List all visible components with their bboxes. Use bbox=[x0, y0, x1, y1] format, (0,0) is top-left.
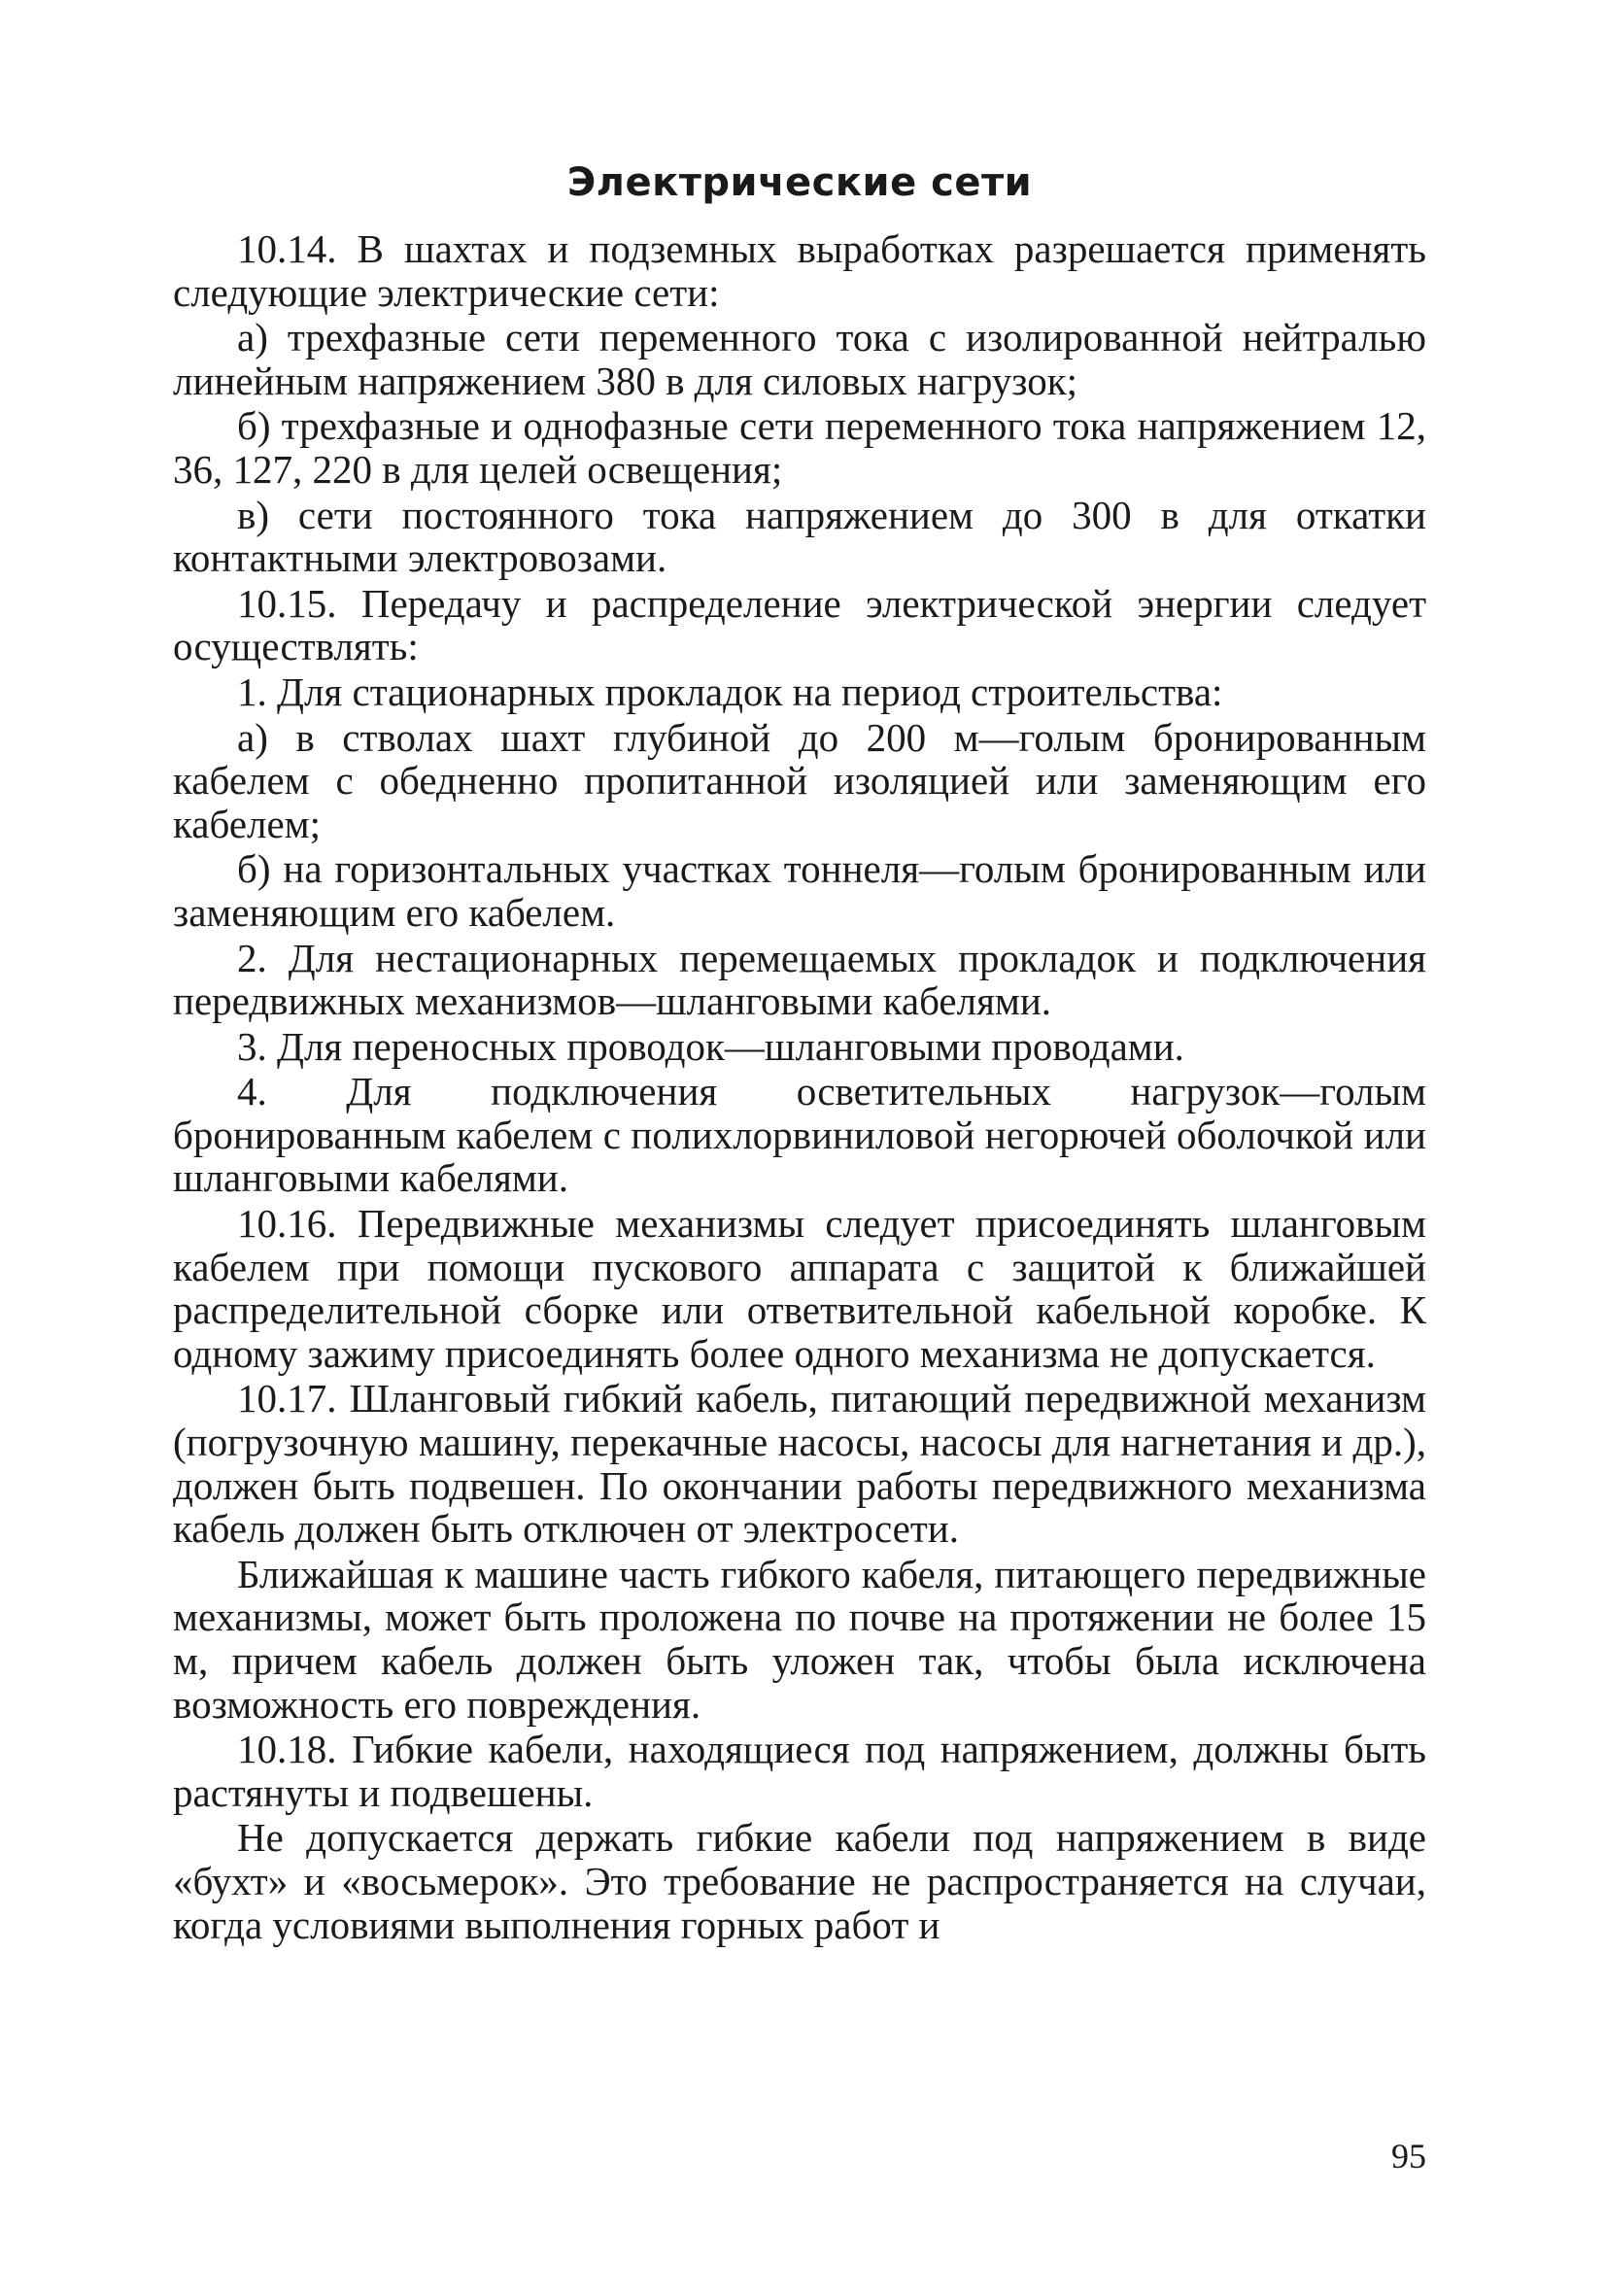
list-item-1-stationary: 1. Для стационарных прокладок на период строительства: bbox=[237, 668, 1223, 714]
paragraph-nearest-cable-part: Ближайшая к машине часть гибкого кабеля, питающего передвижные механизмы, может быть проложена по почве на протяжении не более 15 м, причем кабель должен быть уложен так, чтобы была исключена возможность его повреждения. bbox=[173, 1551, 1426, 1727]
paragraph-10-14: 10.14. В шахтах и подземных выработках разрешается применять следующие электрические сети: bbox=[173, 226, 1426, 315]
list-item-b-tunnel: б) на горизонтальных участках тоннеля—голым бронированным или заменяющим его кабелем. bbox=[173, 846, 1426, 935]
list-item-4-lighting-loads: 4. Для подключения осветительных нагрузок—голым бронированным кабелем с полихлорвиниловой негорючей оболочкой или шланговыми кабелями. bbox=[173, 1069, 1426, 1201]
section-title: Электрические сети bbox=[566, 160, 1033, 205]
paragraph-10-15: 10.15. Передачу и распределение электрической энергии следует осуществлять: bbox=[173, 580, 1426, 669]
list-item-a-three-phase: а) трехфазные сети переменного тока с изолированной нейтралью линейным напряжением 380 в для силовых нагрузок; bbox=[173, 315, 1426, 403]
list-item-3-portable: 3. Для переносных проводок—шланговыми проводами. bbox=[237, 1023, 1184, 1069]
list-item-v-direct-current: в) сети постоянного тока напряжением до 300 в для откатки контактными электровозами. bbox=[173, 492, 1426, 581]
list-item-a-shafts: а) в стволах шахт глубиной до 200 м—голым бронированным кабелем с обедненно пропитанной изоляцией или заменяющим его кабелем; bbox=[173, 714, 1426, 846]
paragraph-coils-prohibition: Не допускается держать гибкие кабели под напряжением в виде «бухт» и «восьмерок». Это требование не распространяется на случаи, когда условиями выполнения горных работ и bbox=[173, 1815, 1426, 1947]
document-page bbox=[173, 146, 1426, 2235]
list-item-b-lighting: б) трехфазные и однофазные сети переменного тока напряжением 12, 36, 127, 220 в для целей освещения; bbox=[173, 403, 1426, 492]
paragraph-10-18: 10.18. Гибкие кабели, находящиеся под напряжением, должны быть растянуты и подвешены. bbox=[173, 1727, 1426, 1815]
paragraph-10-16: 10.16. Передвижные механизмы следует присоединять шланговым кабелем при помощи пускового аппарата с защитой к ближайшей распределительной сборке или ответвительной кабельной коробке. К одному зажиму присоединять более одного механизма не допускается. bbox=[173, 1201, 1426, 1376]
paragraph-10-17: 10.17. Шланговый гибкий кабель, питающий передвижной механизм (погрузочную машину, перекачные насосы, насосы для нагнетания и др.), должен быть подвешен. По окончании работы передвижного механизма кабель должен быть отключен от электросети. bbox=[173, 1376, 1426, 1552]
page-number: 95 bbox=[1391, 2137, 1426, 2176]
list-item-2-non-stationary: 2. Для нестационарных перемещаемых прокладок и подключения передвижных механизмов—шланговыми кабелями. bbox=[173, 935, 1426, 1024]
